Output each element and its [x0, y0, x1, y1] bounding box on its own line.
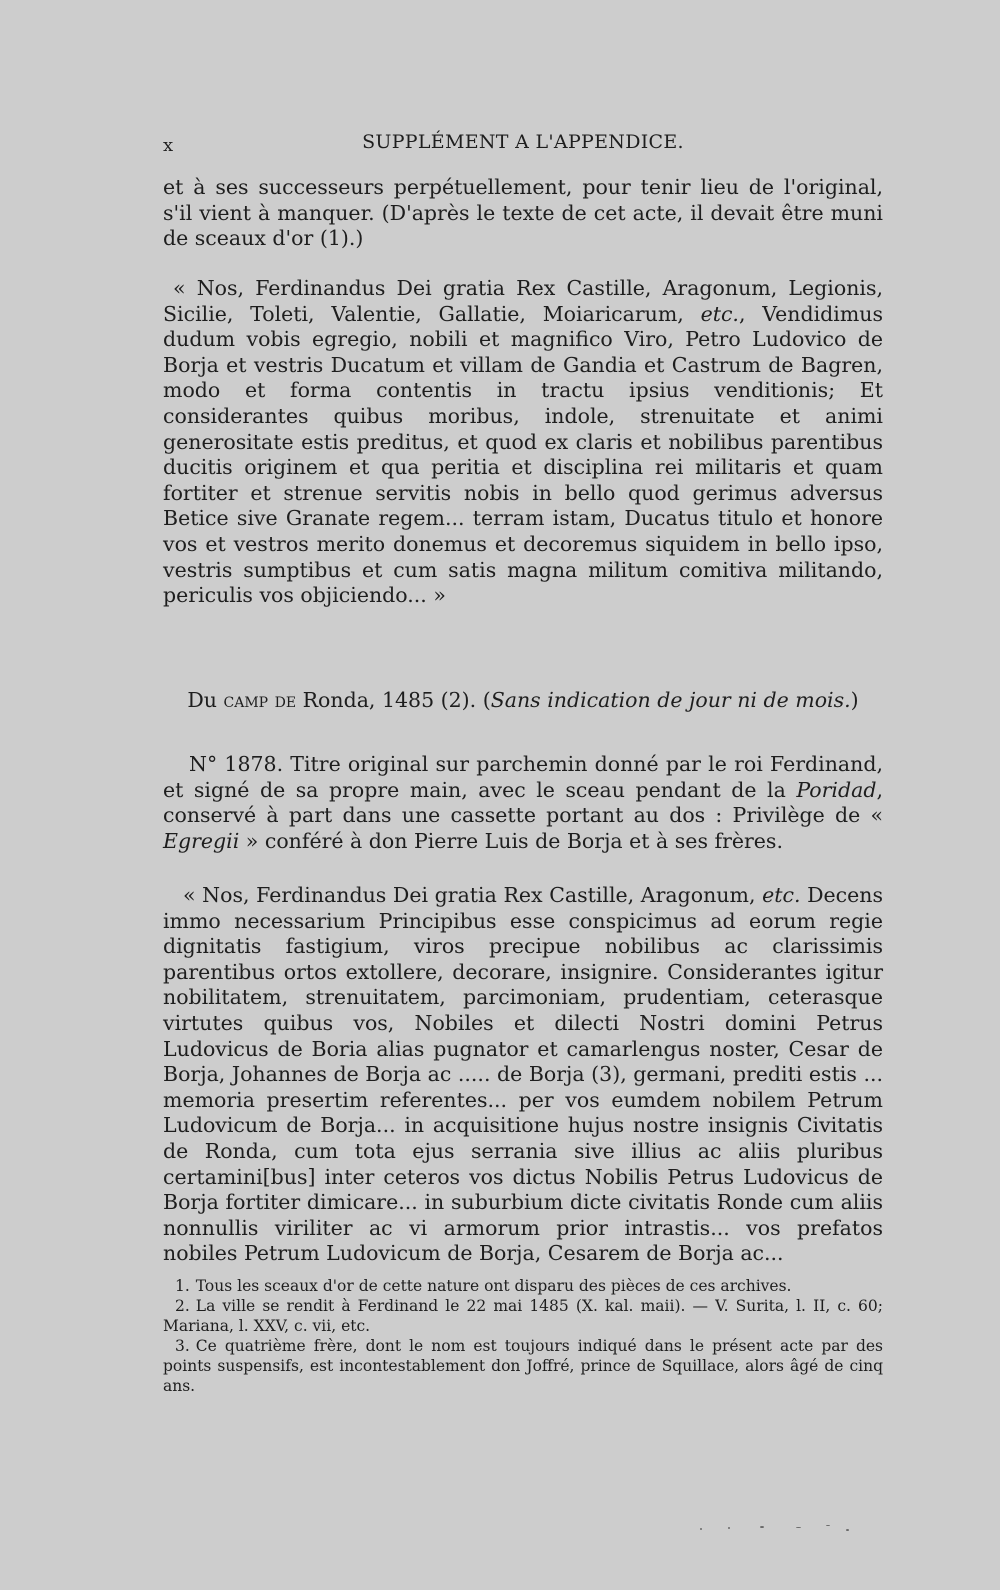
latin-etc: etc.: [700, 301, 739, 326]
entry-text-c: » conféré à don Pierre Luis de Borja et à ses frères.: [239, 828, 783, 853]
entry-number: N° 1878.: [189, 752, 284, 776]
heading-camp-de: camp de: [223, 688, 297, 712]
latin-text-a: « Nos, Ferdinandus Dei gratia Rex Castille, Aragonum, Legionis, Sicilie, Toleti, Valentie, Gallatie, Moiaricarum,: [163, 276, 883, 326]
entry-egregii: Egregii: [163, 828, 240, 853]
section-heading: [163, 688, 883, 712]
latin-text-b: , Vendidimus dudum vobis egregio, nobili et magnifico Viro, Petro Ludovico de Borja et vestris Ducatum et villam de Gandia et Castrum de Bagren, modo et forma contentis in tractu ipsius venditionis; Et considerantes quibus moribus, indole, strenuitate et animi generositate estis preditus, et quod ex claris et nobilibus parentibus ducitis originem et qua peritia et disciplina rei militaris et quam fortiter et strenue servitis nobis in bello quod gerimus adversus Betice sive Granate regem... terram istam, Ducatus titulo et honore vos et vestros merito donemus et decoremus siquidem in bello ipso, vestris sumptibus et cum satis magna militum comitiva militando, periculis vos objiciendo... »: [163, 301, 884, 608]
paragraph-latin-gandia: [163, 276, 883, 609]
paragraph-continuation: et à ses successeurs perpétuellement, pour tenir lieu de l'original, s'il vient à manquer. (D'après le texte de cet acte, il devait être muni de sceaux d'or (1).): [163, 175, 883, 251]
latin2-etc: etc.: [762, 883, 801, 907]
footnote-3: [163, 1336, 883, 1396]
footnote-number: 3.: [175, 1337, 190, 1355]
paragraph-latin-ronda: [163, 883, 883, 1267]
heading-ronda: Ronda: [302, 688, 369, 712]
heading-date: , 1485 (2). (: [368, 688, 491, 712]
heading-du: Du: [187, 688, 217, 712]
paragraph-entry-1878: [163, 752, 883, 854]
footnote-2: [163, 1296, 883, 1336]
heading-close: ): [850, 688, 859, 712]
paper-specks: [700, 1522, 870, 1534]
entry-text-b: , conservé à part dans une cassette portant au dos : Privilège de «: [163, 777, 883, 828]
footnotes: [163, 1276, 883, 1396]
latin2-text-b: Decens immo necessarium Principibus esse conspicimus ad eorum regie dignitatis fastigium, viros precipue nobilibus ac clarissimis parentibus ortos extollere, decorare, insignire. Considerantes igitur nobilitatem, strenuitatem, parcimoniam, prudentiam, ceterasque virtutes quibus vos, Nobiles et dilecti Nostri domini Petrus Ludovicus de Boria alias pugnator et camarlengus noster, Cesar de Borja, Johannes de Borja ac ..... de Borja (3), germani, prediti estis ... memoria presertim referentes... per vos eumdem nobilem Petrum Ludovicum de Borja... in acquisitione hujus nostre insignis Civitatis de Ronda, cum tota ejus serrania sive illius ac aliis pluribus certamini[bus] inter ceteros vos dictus Nobilis Petrus Ludovicus de Borja fortiter dimicare... in suburbium dicte civitatis Ronde cum aliis nonnullis viriliter ac vi armorum prior intrastis... vos prefatos nobiles Petrum Ludovicum de Borja, Cesarem de Borja ac...: [163, 883, 883, 1266]
footnote-1: [163, 1276, 883, 1296]
entry-poridad: Poridad: [796, 777, 877, 802]
footnote-text: Tous les sceaux d'or de cette nature ont disparu des pièces de ces archives.: [195, 1277, 792, 1295]
page-folio: x: [163, 135, 174, 156]
footnote-text: Ce quatrième frère, dont le nom est toujours indiqué dans le présent acte par des points suspensifs, est incontestablement don Joffré, prince de Squillace, alors âgé de cinq ans.: [163, 1337, 883, 1395]
footnote-text: La ville se rendit à Ferdinand le 22 mai 1485 (X. kal. maii). — V. Surita, l. II, c. 60; Mariana, l. XXV, c. vii, etc.: [163, 1297, 883, 1335]
entry-text-a: Titre original sur parchemin donné par le roi Ferdinand, et signé de sa propre main, avec le sceau pendant de la: [163, 752, 883, 802]
page-header: [163, 131, 883, 161]
latin2-text-a: « Nos, Ferdinandus Dei gratia Rex Castille, Aragonum,: [183, 883, 763, 907]
heading-note: Sans indication de jour ni de mois.: [490, 688, 851, 712]
footnote-number: 1.: [175, 1277, 190, 1295]
running-title: SUPPLÉMENT A L'APPENDICE.: [362, 131, 684, 153]
footnote-number: 2.: [175, 1297, 190, 1315]
